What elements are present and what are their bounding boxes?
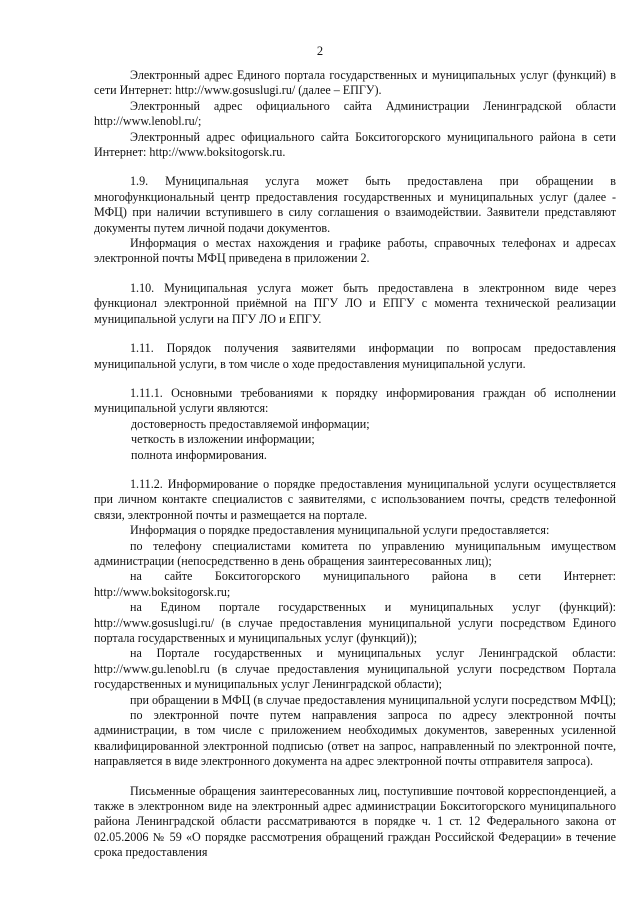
paragraph-by-email: по электронной почте путем направления запроса по адресу электронной почты администрации, в том числе с приложением необходимых документов, заверенных усиленной квалифицированной электронной подписью (ответ на запрос, направленный по электронной почте, направляется в виде электронного документа на адрес электронной почты отправителя запроса).	[94, 708, 616, 769]
paragraph-mfc-info: Информация о местах нахождения и графике работы, справочных телефонах и адресах электронной почты МФЦ приведена в приложении 2.	[94, 236, 616, 266]
list-item-reliability: достоверность предоставляемой информации;	[131, 416, 370, 431]
page-number: 2	[316, 44, 324, 58]
list-item-clarity: четкость в изложении информации;	[131, 432, 315, 447]
paragraph-1-11: 1.11. Порядок получения заявителями информации по вопросам предоставления муниципальной услуги, в том числе о ходе предоставления муниципальной услуги.	[94, 341, 616, 371]
paragraph-info-provided: Информация о порядке предоставления муниципальной услуги предоставляется:	[130, 523, 550, 538]
paragraph-1-9: 1.9. Муниципальная услуга может быть предоставлена при обращении в многофункциональный центр предоставления государственных и муниципальных услуг (далее - МФЦ) при наличии вступившего в силу соглашения о взаимодействии. Заявители представляют документы путем личной подачи документов.	[94, 174, 616, 235]
document-body	[94, 68, 616, 861]
paragraph-on-site: на сайте Бокситогорского муниципального района в сети Интернет: http://www.boksitogorsk.ru;	[94, 569, 616, 599]
paragraph-lenobl-address: Электронный адрес официального сайта Администрации Ленинградской области http://www.lenobl.ru/;	[94, 98, 616, 129]
paragraph-written-requests: Письменные обращения заинтересованных лиц, поступившие почтовой корреспонденцией, а также в электронном виде на электронный адрес администрации Бокситогорского муниципального района Ленинградской области рассматриваются в порядке ч. 1 ст. 12 Федерального закона от 02.05.2006 № 59 «О порядке рассмотрения обращений граждан Российской Федерации» в течение срока предоставления	[94, 783, 616, 860]
paragraph-1-10: 1.10. Муниципальная услуга может быть предоставлена в электронном виде через функционал электронной приёмной на ПГУ ЛО и ЕПГУ с момента технической реализации муниципальной услуги на ПГУ ЛО и ЕПГУ.	[94, 280, 616, 326]
paragraph-on-epgu: на Едином портале государственных и муниципальных услуг (функций): http://www.gosuslugi.ru/ (в случае предоставления муниципальной услуги посредством Единого портала государственных и муниципальных услуг (функций));	[94, 600, 616, 645]
paragraph-epgu-address: Электронный адрес Единого портала государственных и муниципальных услуг (функций) в сети Интернет: http://www.gosuslugi.ru/ (далее – ЕПГУ).	[94, 68, 616, 98]
paragraph-boksitogorsk-address: Электронный адрес официального сайта Бокситогорского муниципального района в сети Интернет: http://www.boksitogorsk.ru.	[94, 129, 616, 160]
paragraph-1-11-1: 1.11.1. Основными требованиями к порядку информирования граждан об исполнении муниципальной услуги являются:	[94, 385, 616, 416]
paragraph-on-pgu-lo: на Портале государственных и муниципальных услуг Ленинградской области: http://www.gu.lenobl.ru (в случае предоставления муниципальной услуги посредством Портала государственных и муниципальных услуг Ленинградской области);	[94, 646, 616, 692]
paragraph-by-phone: по телефону специалистами комитета по управлению муниципальным имуществом администрации (непосредственно в день обращения заинтересованных лиц);	[94, 538, 616, 568]
list-item-completeness: полнота информирования.	[131, 447, 267, 462]
paragraph-at-mfc: при обращении в МФЦ (в случае предоставления муниципальной услуги посредством МФЦ);	[130, 692, 617, 707]
paragraph-1-11-2: 1.11.2. Информирование о порядке предоставления муниципальной услуги осуществляется при личном контакте специалистов с заявителями, с использованием почты, средств телефонной связи, электронной почты и размещается на портале.	[94, 476, 616, 522]
